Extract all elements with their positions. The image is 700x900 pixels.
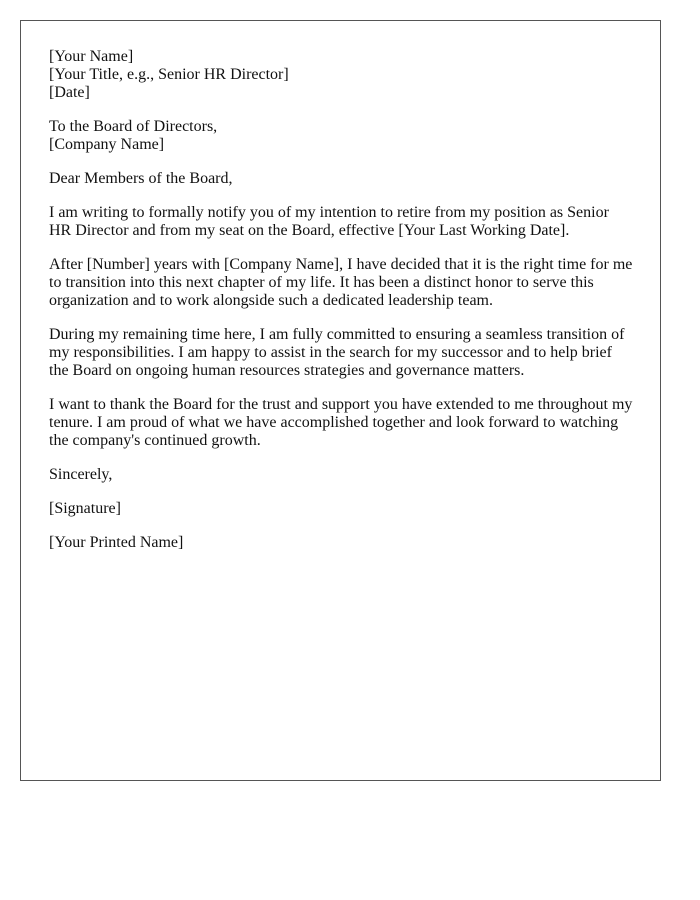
body-paragraph-1 [49,204,640,240]
body-paragraph-3 [49,326,640,380]
printed-name [49,534,640,552]
salutation [49,170,640,188]
letter-page [20,20,661,781]
sender-title: [Your Title, e.g., Senior HR Director] [49,66,289,83]
body-line: I am writing to formally notify you of my intention to retire from my position as Senior [49,204,609,221]
body-paragraph-2 [49,256,640,310]
body-line: my responsibilities. I am happy to assist in the search for my successor and to help brief [49,344,612,361]
closing [49,466,640,484]
letter-date: [Date] [49,84,90,101]
sender-name: [Your Name] [49,48,134,65]
body-line: After [Number] years with [Company Name], I have decided that it is the right time for me [49,256,633,273]
body-line: During my remaining time here, I am fully committed to ensuring a seamless transition of [49,326,625,343]
sender-block [49,48,640,102]
signature [49,500,640,518]
printed-name-text: [Your Printed Name] [49,534,184,551]
body-line: organization and to work alongside such a dedicated leadership team. [49,292,493,309]
body-line: to transition into this next chapter of my life. It has been a distinct honor to serve this [49,274,594,291]
closing-text: Sincerely, [49,466,113,483]
body-line: I want to thank the Board for the trust and support you have extended to me throughout my [49,396,633,413]
salutation-text: Dear Members of the Board, [49,170,233,187]
signature-text: [Signature] [49,500,121,517]
body-line: tenure. I am proud of what we have accomplished together and look forward to watching [49,414,619,431]
recipient-company: [Company Name] [49,136,165,153]
recipient-block [49,118,640,154]
recipient-line: To the Board of Directors, [49,118,218,135]
body-paragraph-4 [49,396,640,450]
body-line: the company's continued growth. [49,432,261,449]
body-line: the Board on ongoing human resources strategies and governance matters. [49,362,525,379]
body-line: HR Director and from my seat on the Board, effective [Your Last Working Date]. [49,222,570,239]
